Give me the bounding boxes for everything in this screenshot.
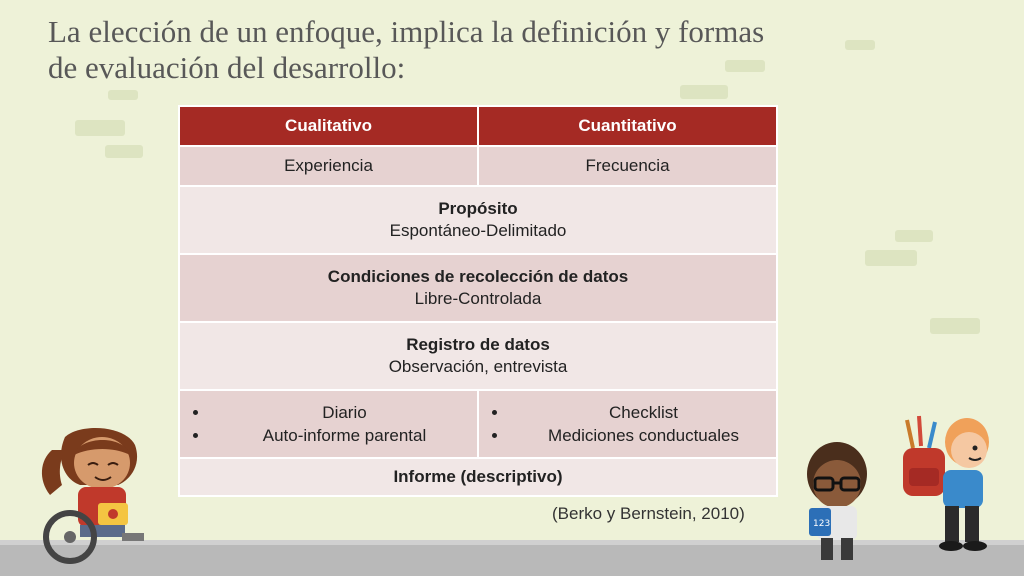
svg-text:123: 123 (813, 519, 831, 529)
header-cualitativo: Cualitativo (179, 106, 478, 146)
list-item: • Auto-informe parental (210, 424, 477, 447)
proposito-heading: Propósito (438, 199, 518, 218)
condiciones-value: Libre-Controlada (414, 289, 542, 308)
cell-frecuencia: Frecuencia (478, 146, 777, 186)
right-bullet-list (479, 401, 776, 447)
list-item: • Mediciones conductuales (509, 424, 776, 447)
chalk-mark (105, 145, 143, 158)
boy-glasses-illustration (795, 440, 880, 565)
comparison-table (178, 105, 778, 497)
header-cuantitativo: Cuantitativo (478, 106, 777, 146)
condiciones-heading: Condiciones de recolección de datos (327, 267, 629, 286)
title-line-1: La elección de un enfoque, implica la definición y formas (48, 14, 765, 49)
girl-wheelchair-illustration (30, 425, 180, 565)
chalk-mark (108, 90, 138, 100)
cell-registro (179, 322, 777, 390)
cell-condiciones (179, 254, 777, 322)
list-item: • Diario (210, 401, 477, 424)
table-row (179, 322, 777, 390)
table-row (179, 254, 777, 322)
cell-informe (179, 458, 777, 496)
list-item: • Checklist (509, 401, 776, 424)
table-row (179, 186, 777, 254)
left-bullet-list (180, 401, 477, 447)
table-row (179, 390, 777, 458)
page-title (48, 14, 908, 86)
chalk-mark (895, 230, 933, 242)
registro-heading: Registro de datos (406, 335, 550, 354)
chalk-mark (865, 250, 917, 266)
chalk-mark (680, 85, 728, 99)
boy-backpack-illustration (895, 410, 1005, 560)
table-header-row (179, 106, 777, 146)
cell-left-list (179, 390, 478, 458)
cell-right-list (478, 390, 777, 458)
chalk-mark (75, 120, 125, 136)
cell-experiencia: Experiencia (179, 146, 478, 186)
chalk-mark (930, 318, 980, 334)
informe-label: Informe (descriptivo) (393, 467, 563, 486)
citation: (Berko y Bernstein, 2010) (552, 504, 745, 523)
table-row (179, 146, 777, 186)
registro-value: Observación, entrevista (388, 357, 568, 376)
proposito-value: Espontáneo-Delimitado (389, 221, 567, 240)
title-line-2: de evaluación del desarrollo: (48, 50, 406, 85)
cell-proposito (179, 186, 777, 254)
table-row (179, 458, 777, 496)
